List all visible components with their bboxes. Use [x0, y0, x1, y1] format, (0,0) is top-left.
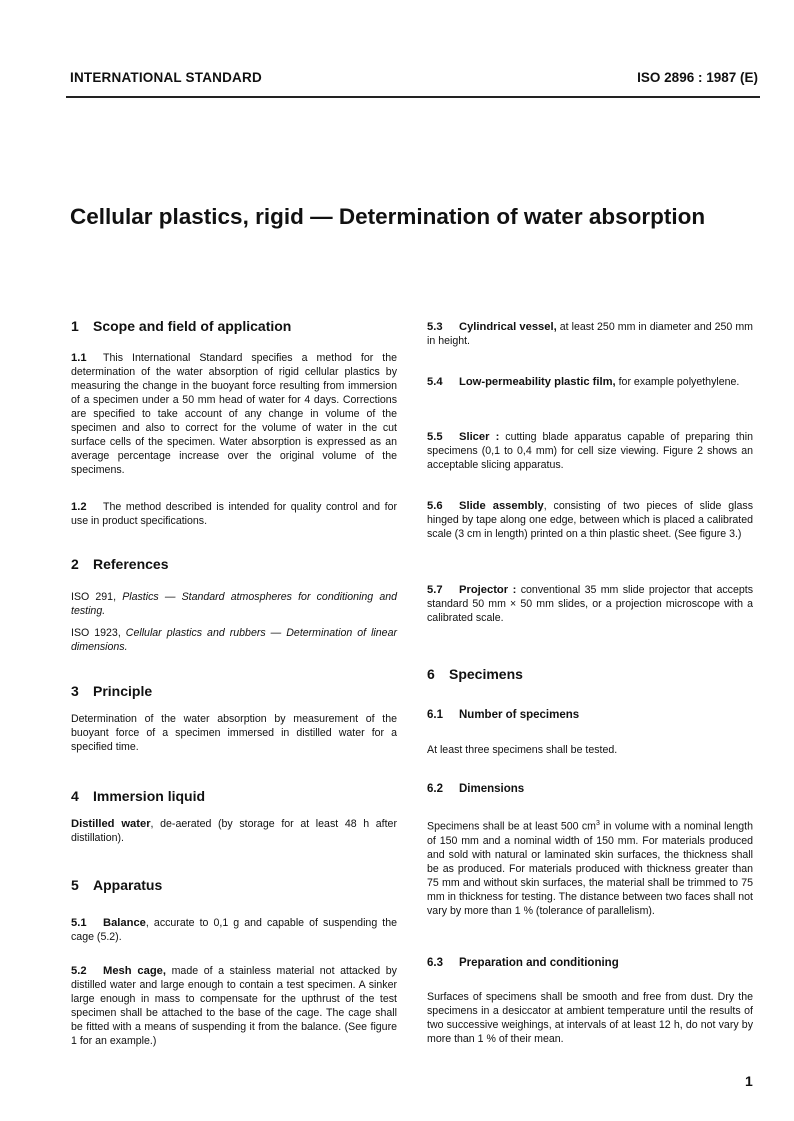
term-description: , de-aerated (by storage for at least 48 h after distillation). — [71, 818, 397, 844]
clause-number: 5.1 — [71, 917, 87, 929]
clause-number: 1.1 — [71, 352, 87, 364]
term: Projector : — [459, 584, 517, 596]
clause-5-5 — [427, 430, 753, 472]
clause-6-1-heading — [427, 708, 753, 723]
section-3-heading — [71, 682, 397, 700]
clause-text: , consisting of two pieces of slide glass hinged by tape along one edge, between which is placed a calibrated scale (3 cm in length) printed on a thin plastic sheet. (See figure 3.) — [427, 500, 754, 540]
term: Balance — [103, 917, 146, 929]
section-5-heading — [71, 876, 397, 894]
section-title: Specimens — [449, 666, 523, 682]
reference-title: Cellular plastics and rubbers — Determination of linear dimensions. — [71, 627, 397, 653]
clause-6-3-text: Surfaces of specimens shall be smooth and free from dust. Dry the specimens in a desiccator at ambient temperature until the results of two successive weighings, at intervals of at least 12 h, do not vary by more than 1 % of their mean. — [427, 991, 753, 1045]
section-number: 6 — [427, 666, 435, 682]
clause-5-3 — [427, 320, 753, 348]
clause-text: at least 250 mm in diameter and 250 mm in height. — [427, 321, 753, 347]
clause-number: 6.1 — [427, 709, 443, 721]
clause-text: cutting blade apparatus capable of preparing thin specimens (0,1 to 0,4 mm) for cell size viewing. Figure 2 shows an acceptable slicing apparatus. — [427, 431, 754, 471]
section-number: 4 — [71, 788, 79, 804]
section-number: 1 — [71, 318, 79, 334]
page-number: 1 — [745, 1073, 753, 1089]
section-title: References — [93, 556, 169, 572]
clause-5-4 — [427, 375, 753, 389]
clause-5-2 — [71, 964, 397, 1048]
clause-5-6 — [427, 499, 753, 541]
section-1-heading — [71, 317, 397, 335]
clause-6-1-text: At least three specimens shall be tested. — [427, 744, 618, 756]
clause-number: 5.3 — [427, 321, 443, 333]
immersion-liquid-text — [71, 817, 397, 845]
superscript: 3 — [596, 820, 600, 827]
clause-number: 6.2 — [427, 783, 443, 795]
section-title: Immersion liquid — [93, 788, 206, 804]
term: Slide assembly — [459, 500, 544, 512]
clause-number: 5.2 — [71, 965, 87, 977]
clause-number: 6.3 — [427, 957, 443, 969]
clause-6-3-heading — [427, 956, 753, 971]
section-title: Apparatus — [93, 877, 163, 893]
clause-number: 5.4 — [427, 376, 443, 388]
section-number: 3 — [71, 683, 79, 699]
clause-6-2-text: Specimens shall be at least 500 $cm^3$ in volume with a nominal length of 150 mm and a nominal width of 150 mm. For materials produced and sold with natural or laminated skin surfaces, the thickness shall be as produced. For materials produced with thickness greater than 75 mm and without skin surfaces, the material shall be trimmed to 75 mm in thickness for testing. The distance between two faces shall not vary by more than 1 % (tolerance of parallelism). — [427, 820, 753, 917]
clause-5-7 — [427, 583, 753, 625]
clause-6-2-heading — [427, 782, 753, 797]
clause-text: conventional 35 mm slide projector that accepts standard 50 mm × 50 mm slides, or a projection microscope with a calibrated scale. — [427, 584, 753, 624]
clause-text: made of a stainless material not attacked by distilled water and large enough to contain a test specimen. A sinker large enough in mass to compensate for the upthrust of the test specimen shall be attached to the base of the cage. The cage shall be fitted with a means of suspending it from the balance. (See figure 1 for an example.) — [71, 965, 397, 1047]
clause-title: Dimensions — [459, 783, 525, 795]
clause-title: Preparation and conditioning — [459, 957, 619, 969]
clause-number: 5.5 — [427, 431, 443, 443]
reference-iso-1923 — [71, 626, 397, 654]
clause-1-2 — [71, 500, 397, 528]
clause-text: , accurate to 0,1 g and capable of suspending the cage (5.2). — [71, 917, 397, 943]
clause-number: 1.2 — [71, 501, 87, 513]
clause-5-1 — [71, 916, 397, 944]
principle-text: Determination of the water absorption by measurement of the buoyant force of a specimen immersed in distilled water for a specified time. — [71, 713, 397, 753]
clause-number: 5.7 — [427, 584, 443, 596]
reference-id: ISO 291, — [71, 591, 117, 603]
term: Distilled water — [71, 818, 151, 830]
term: Low-permeability plastic film, — [459, 376, 616, 388]
clause-title: Number of specimens — [459, 709, 580, 721]
clause-text: The method described is intended for quality control and for use in product specifications. — [71, 501, 397, 527]
section-2-heading — [71, 555, 397, 573]
reference-title: Plastics — Standard atmospheres for conditioning and testing. — [71, 591, 397, 617]
reference-iso-291 — [71, 590, 397, 618]
header-rule — [66, 96, 760, 98]
reference-id: ISO 1923, — [71, 627, 121, 639]
clause-1-1 — [71, 351, 397, 477]
term: Cylindrical vessel, — [459, 321, 557, 333]
section-4-heading — [71, 787, 397, 805]
section-title: Scope and field of application — [93, 318, 292, 334]
term: Slicer : — [459, 431, 500, 443]
term: Mesh cage, — [103, 965, 166, 977]
document-title: Cellular plastics, rigid — Determination of water absorption — [70, 204, 706, 229]
section-number: 2 — [71, 556, 79, 572]
standard-number-header: ISO 2896 : 1987 (E) — [637, 70, 758, 85]
section-title: Principle — [93, 683, 153, 699]
clause-text: This International Standard specifies a method for the determination of the water absorption of rigid cellular plastics by measuring the change in the buoyant force resulting from immersion of a specimen under a 50 mm head of water for 4 days. Corrections are specified to take account of any change in volume of the specimen and also to correct for the volume of water in the cut surface cells of the specimen. Water absorption is expressed as an average percentage increase over the original volume of the specimens. — [71, 352, 397, 476]
section-number: 5 — [71, 877, 79, 893]
standard-type-header: INTERNATIONAL STANDARD — [70, 70, 262, 85]
section-6-heading — [427, 665, 753, 683]
clause-text: for example polyethylene. — [615, 376, 740, 388]
clause-number: 5.6 — [427, 500, 443, 512]
